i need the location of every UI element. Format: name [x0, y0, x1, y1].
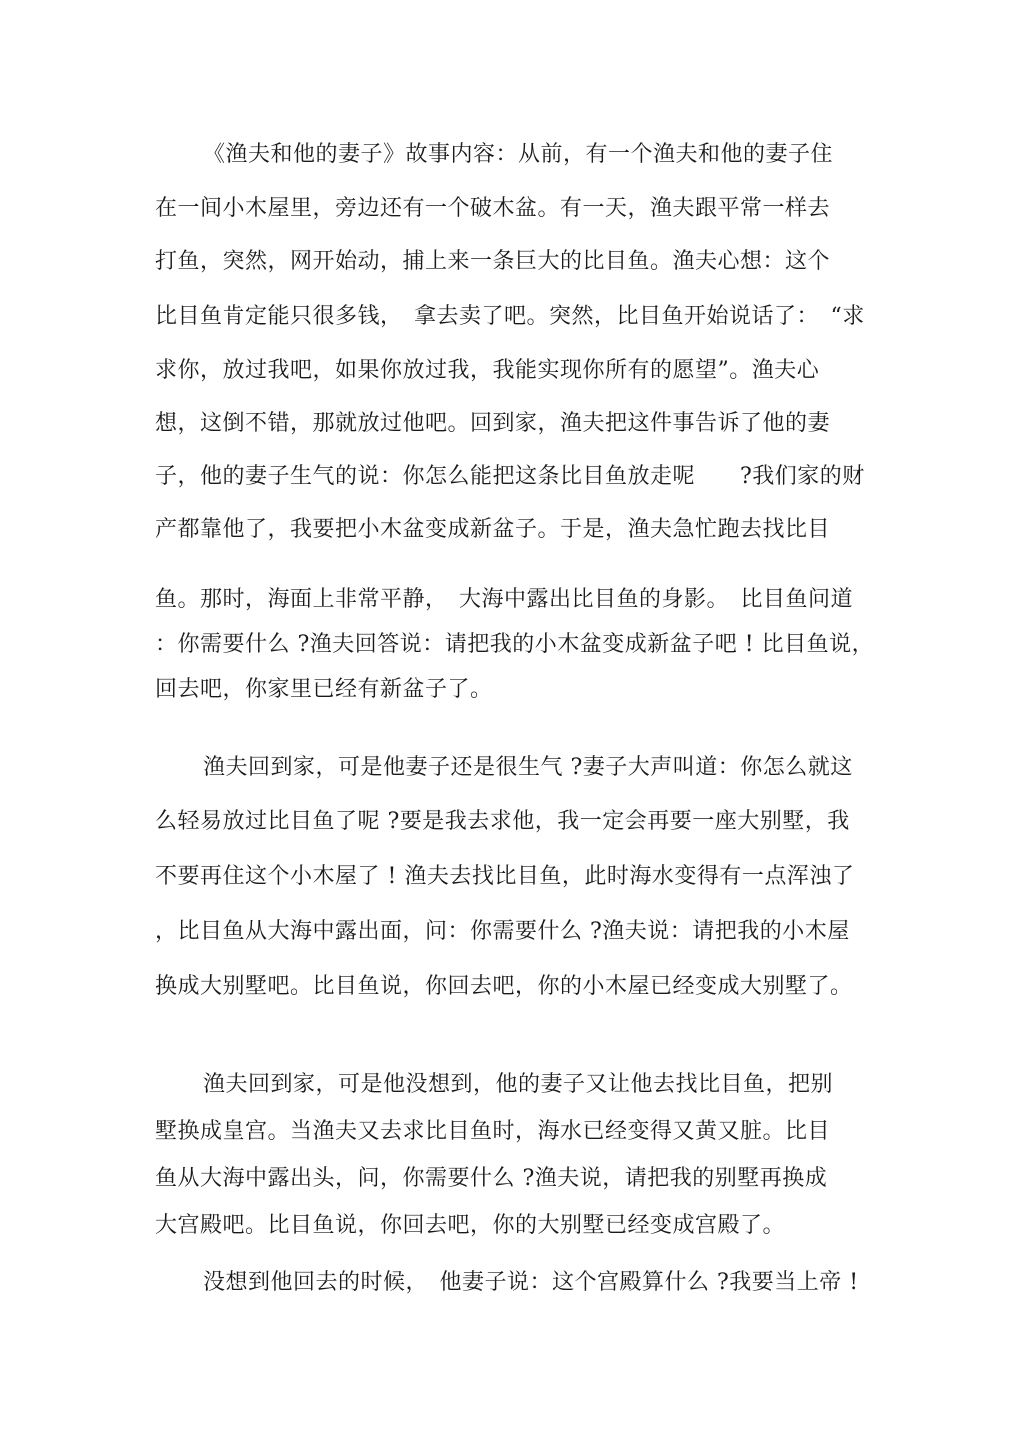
text-line: 墅换成皇宫。当渔夫又去求比目鱼时，海水已经变得又黄又脏。比目	[155, 1119, 831, 1144]
text-line: 想，这倒不错，那就放过他吧。回到家，渔夫把这件事告诉了他的妻	[155, 411, 831, 436]
text-line: ：你需要什么 ?渔夫回答说：请把我的小木盆变成新盆子吧 ! 比目鱼说，	[155, 632, 875, 657]
text-line: 鱼从大海中露出头，问，你需要什么 ?渔夫说，请把我的别墅再换成	[155, 1166, 828, 1191]
text-line: 大宫殿吧。比目鱼说，你回去吧，你的大别墅已经变成宫殿了。	[155, 1213, 786, 1238]
text-line: 产都靠他了，我要把小木盆变成新盆子。于是，渔夫急忙跑去找比目	[155, 517, 831, 542]
text-line: 么轻易放过比目鱼了呢 ?要是我去求他，我一定会再要一座大别墅，我	[155, 809, 850, 834]
text-line: 渔夫回到家，可是他没想到，他的妻子又让他去找比目鱼，把别	[203, 1072, 834, 1097]
text-line: 不要再住这个小木屋了 ! 渔夫去找比目鱼，此时海水变得有一点浑浊了	[155, 864, 855, 889]
text-line: 求你，放过我吧，如果你放过我，我能实现你所有的愿望”。渔夫心	[155, 358, 820, 383]
text-line: 鱼。那时，海面上非常平静， 大海中露出比目鱼的身影。 比目鱼问道	[155, 587, 854, 612]
text-line: 比目鱼肯定能只很多钱， 拿去卖了吧。突然，比目鱼开始说话了： “求	[155, 304, 865, 329]
text-line: 换成大别墅吧。比目鱼说，你回去吧，你的小木屋已经变成大别墅了。	[155, 974, 853, 999]
text-line: 回去吧，你家里已经有新盆子了。	[155, 677, 493, 702]
text-line: 《渔夫和他的妻子》故事内容：从前，有一个渔夫和他的妻子住	[203, 142, 834, 167]
text-line: 子，他的妻子生气的说：你怎么能把这条比目鱼放走呢 ?我们家的财	[155, 464, 865, 489]
text-line: 打鱼，突然，网开始动，捕上来一条巨大的比目鱼。渔夫心想：这个	[155, 249, 831, 274]
text-line: 渔夫回到家，可是他妻子还是很生气 ?妻子大声叫道：你怎么就这	[203, 755, 853, 780]
text-line: 在一间小木屋里，旁边还有一个破木盆。有一天，渔夫跟平常一样去	[155, 196, 831, 221]
text-line: ，比目鱼从大海中露出面，问：你需要什么 ?渔夫说：请把我的小木屋	[155, 919, 850, 944]
text-line: 没想到他回去的时候， 他妻子说：这个宫殿算什么 ?我要当上帝 !	[203, 1270, 859, 1295]
